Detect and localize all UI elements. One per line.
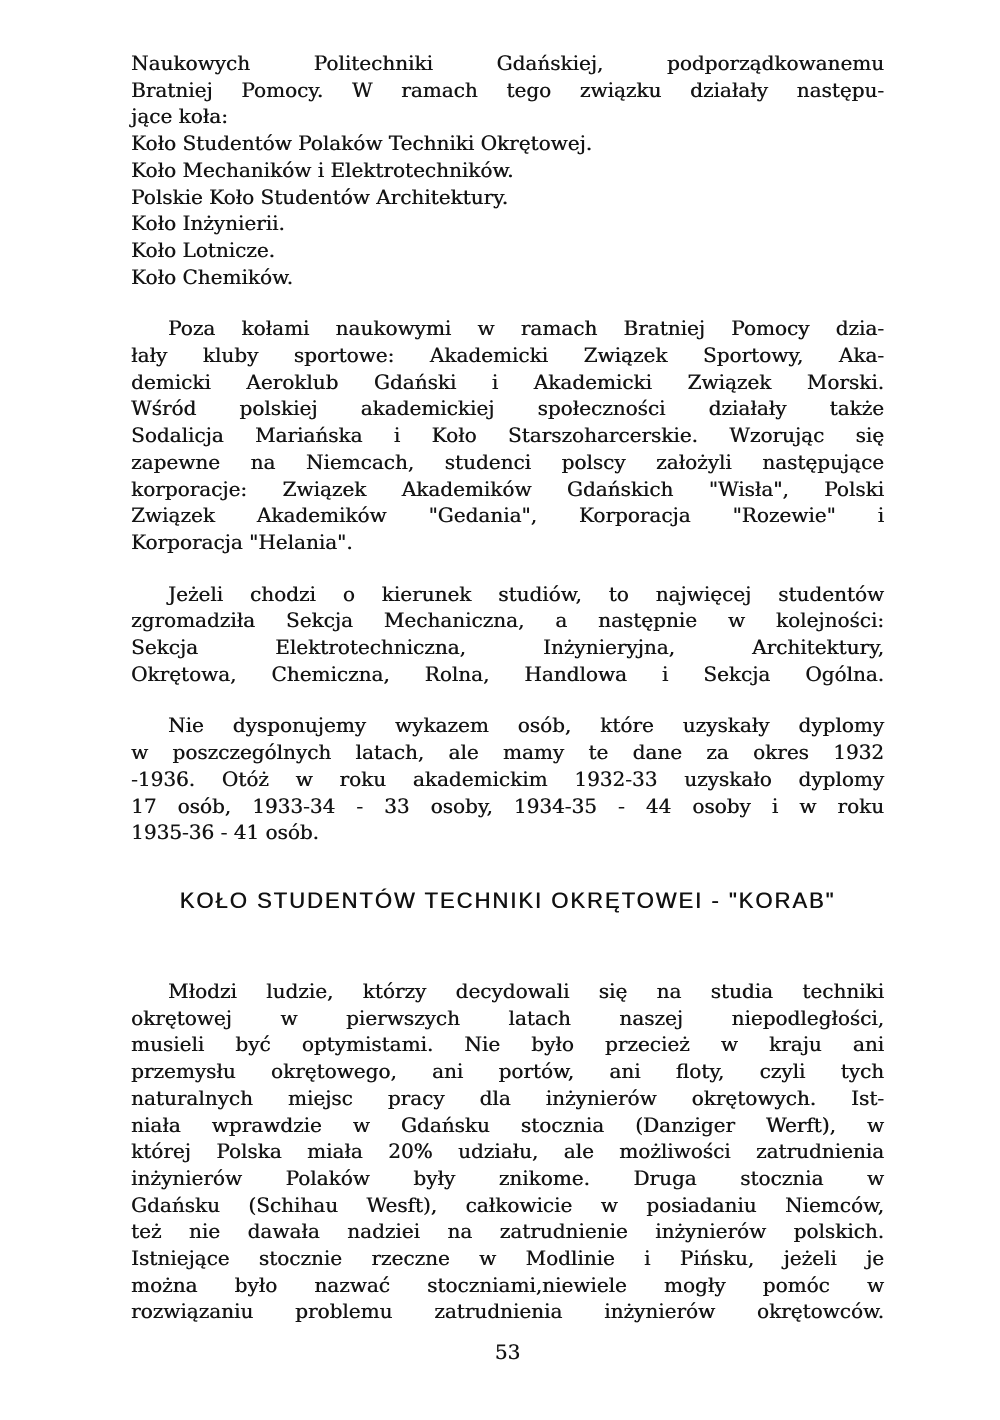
text-line (131, 1192, 884, 1219)
text-line (131, 1005, 884, 1032)
text-line (131, 819, 884, 846)
paragraph (131, 315, 884, 555)
text-line (131, 1058, 884, 1085)
line-text: Okrętowa, Chemiczna, Rolna, Handlowa i Sekcja Ogólna. (131, 661, 884, 686)
text-line (131, 766, 884, 793)
list-item (131, 157, 884, 184)
text-line (131, 529, 884, 556)
line-text: jące koła: (131, 104, 228, 129)
line-text: Młodzi ludzie, którzy decydowali się na studia techniki (168, 978, 884, 1003)
list-block (131, 130, 884, 290)
paragraph (131, 978, 884, 1325)
section-heading: KOŁO STUDENTÓW TECHNIKI OKRĘTOWEI - "KORAB" (179, 887, 836, 913)
line-text: korporacje: Związek Akademików Gdańskich "Wisła", Polski (131, 476, 884, 501)
text-line (131, 1218, 884, 1245)
text-line (131, 1245, 884, 1272)
line-text: zgromadziła Sekcja Mechaniczna, a następnie w kolejności: (131, 608, 884, 633)
line-text: Bratniej Pomocy. W ramach tego związku działały następu- (131, 77, 884, 102)
page-number: 53 (494, 1340, 521, 1364)
line-text: Naukowych Politechniki Gdańskiej, podporządkowanemu (131, 51, 884, 75)
line-text: też nie dawała nadziei na zatrudnienie inżynierów polskich. (131, 1219, 884, 1244)
line-text: Koło Mechaników i Elektrotechników. (131, 157, 514, 182)
list-item (131, 130, 884, 157)
line-text: można było nazwać stoczniami,niewiele mogły pomóc w (131, 1272, 884, 1297)
text-line (131, 739, 884, 766)
text-line (131, 1165, 884, 1192)
line-text: Nie dysponujemy wykazem osób, które uzyskały dyplomy (168, 713, 884, 738)
page-text (131, 0, 884, 1325)
line-text: Gdańsku (Schihau Wesft), całkowicie w posiadaniu Niemców, (131, 1192, 884, 1217)
list-item (131, 210, 884, 237)
line-text: musieli być optymistami. Nie było przecież w kraju ani (131, 1032, 884, 1057)
text-line (131, 476, 884, 503)
list-item (131, 237, 884, 264)
text-line (131, 1112, 884, 1139)
text-line (131, 1085, 884, 1112)
text-line (131, 634, 884, 661)
text-line (131, 50, 884, 77)
text-line (131, 581, 884, 608)
line-text: Poza kołami naukowymi w ramach Bratniej Pomocy dzia- (168, 316, 884, 341)
paragraph (131, 50, 884, 130)
text-line (131, 502, 884, 529)
line-text: demicki Aeroklub Gdański i Akademicki Związek Morski. (131, 369, 884, 394)
line-text: -1936. Otóż w roku akademickim 1932-33 uzyskało dyplomy (131, 766, 884, 791)
text-line (131, 103, 884, 130)
line-text: okrętowej w pierwszych latach naszej niepodległości, (131, 1005, 884, 1030)
text-line (131, 661, 884, 688)
text-line (131, 978, 884, 1005)
line-text: Sekcja Elektrotechniczna, Inżynieryjna, Architektury, (131, 635, 884, 660)
text-line (131, 712, 884, 739)
line-text: inżynierów Polaków były znikome. Druga stocznia w (131, 1165, 884, 1190)
line-text: łały kluby sportowe: Akademicki Związek Sportowy, Aka- (131, 343, 884, 368)
text-line (131, 1138, 884, 1165)
text-line (131, 369, 884, 396)
paragraph (131, 581, 884, 688)
line-text: Koło Inżynierii. (131, 211, 285, 236)
line-text: Koło Lotnicze. (131, 237, 275, 262)
line-text: 1935-36 - 41 osób. (131, 820, 319, 845)
list-item (131, 264, 884, 291)
text-line (131, 607, 884, 634)
line-text: której Polska miała 20% udziału, ale możliwości zatrudnienia (131, 1139, 884, 1164)
line-text: Polskie Koło Studentów Architektury. (131, 184, 509, 209)
line-text: Istniejące stocznie rzeczne w Modlinie i Pińsku, jeżeli je (131, 1246, 884, 1271)
text-line (131, 793, 884, 820)
line-text: Związek Akademików "Gedania", Korporacja "Rozewie" i (131, 503, 884, 528)
text-line (131, 1272, 884, 1299)
line-text: Korporacja "Helania". (131, 529, 353, 554)
text-line (131, 422, 884, 449)
text-line (131, 315, 884, 342)
text-line (131, 77, 884, 104)
text-line (131, 342, 884, 369)
list-item (131, 184, 884, 211)
text-line (131, 449, 884, 476)
line-text: 17 osób, 1933-34 - 33 osoby, 1934-35 - 44 osoby i w roku (131, 793, 884, 818)
line-text: Wśród polskiej akademickiej społeczności działały także (131, 396, 884, 421)
line-text: rozwiązaniu problemu zatrudnienia inżynierów okrętowców. (131, 1299, 884, 1324)
line-text: Koło Chemików. (131, 264, 293, 289)
line-text: naturalnych miejsc pracy dla inżynierów okrętowych. Ist- (131, 1085, 884, 1110)
line-text: Jeżeli chodzi o kierunek studiów, to najwięcej studentów (168, 581, 884, 606)
text-line (131, 1298, 884, 1325)
line-text: Sodalicja Mariańska i Koło Starszoharcerskie. Wzorując się (131, 423, 884, 448)
line-text: w poszczególnych latach, ale mamy te dane za okres 1932 (131, 740, 884, 765)
text-line (131, 1031, 884, 1058)
paragraph (131, 712, 884, 846)
text-line (131, 395, 884, 422)
line-text: niała wprawdzie w Gdańsku stocznia (Danziger Werft), w (131, 1112, 884, 1137)
line-text: Koło Studentów Polaków Techniki Okrętowej. (131, 131, 593, 156)
line-text: przemysłu okrętowego, ani portów, ani floty, czyli tych (131, 1059, 884, 1084)
line-text: zapewne na Niemcach, studenci polscy założyli następujące (131, 449, 884, 474)
